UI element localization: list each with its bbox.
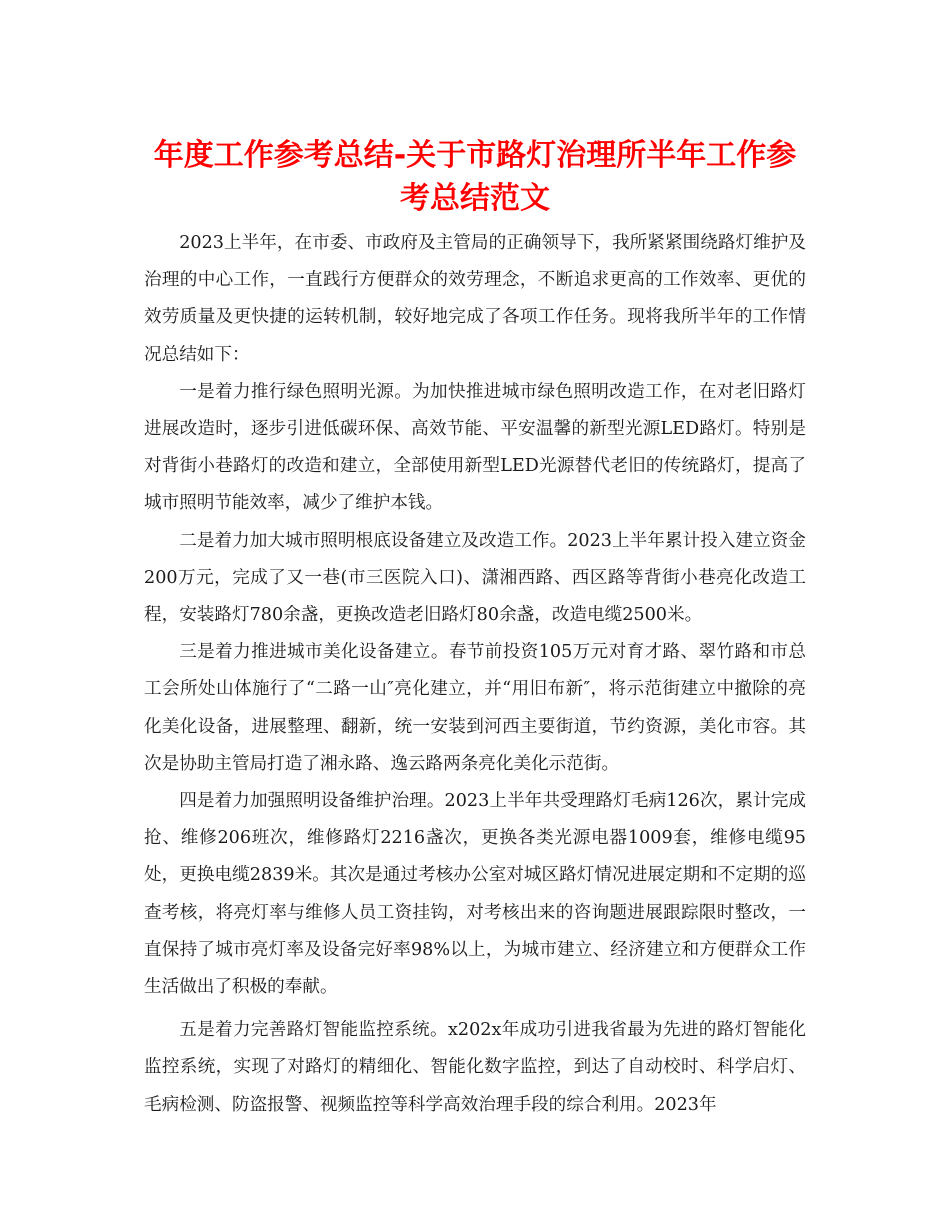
paragraph-beautification: 三是着力推进城市美化设备建立。春节前投资105万元对育才路、翠竹路和市总工会所处山体施行了“二路一山″亮化建立，并“用旧布新″，将示范街建立中撤除的亮化美化设备，进展整理、翻新，统一安装到河西主要街道，节约资源，美化市容。其次是协助主管局打造了湘永路、逸云路两条亮化美化示范街。 — [144, 642, 806, 774]
paragraph-infrastructure: 二是着力加大城市照明根底设备建立及改造工作。2023上半年累计投入建立资金200万元，完成了又一巷(市三医院入口)、潇湘西路、西区路等背街小巷亮化改造工程，安装路灯780余盏，更换改造老旧路灯80余盏，改造电缆2500米。 — [144, 530, 806, 626]
paragraph-smart-monitoring: 五是着力完善路灯智能监控系统。x202x年成功引进我省最为先进的路灯智能化监控系统，实现了对路灯的精细化、智能化数字监控，到达了自动校时、科学启灯、毛病检测、防盗报警、视频监控等科学高效治理手段的综合利用。2023年 — [144, 1020, 806, 1115]
paragraph-green-lighting: 一是着力推行绿色照明光源。为加快推进城市绿色照明改造工作，在对老旧路灯进展改造时，逐步引进低碳环保、高效节能、平安温馨的新型光源LED路灯。特别是对背街小巷路灯的改造和建立，全部使用新型LED光源替代老旧的传统路灯，提高了城市照明节能效率，减少了维护本钱。 — [144, 381, 806, 514]
title-line-2: 考总结范文 — [400, 181, 550, 216]
paragraph-intro: 2023上半年，在市委、市政府及主管局的正确领导下，我所紧紧围绕路灯维护及治理的中心工作，一直践行方便群众的效劳理念，不断追求更高的工作效率、更优的效劳质量及更快捷的运转机制，较好地完成了各项工作任务。现将我所半年的工作情况总结如下： — [144, 233, 806, 365]
paragraph-maintenance: 四是着力加强照明设备维护治理。2023上半年共受理路灯毛病126次，累计完成抢、维修206班次，维修路灯2216盏次，更换各类光源电器1009套，维修电缆95处，更换电缆2839米。其次是通过考核办公室对城区路灯情况进展定期和不定期的巡查考核，将亮灯率与维修人员工资挂钩，对考核出来的咨询题进展跟踪限时整改，一直保持了城市亮灯率及设备完好率98%以上，为城市建立、经济建立和方便群众工作生活做出了积极的奉献。 — [144, 791, 806, 998]
document-body — [144, 225, 806, 1124]
document-title — [120, 134, 830, 220]
title-line-1: 年度工作参考总结-关于市路灯治理所半年工作参 — [153, 138, 797, 173]
